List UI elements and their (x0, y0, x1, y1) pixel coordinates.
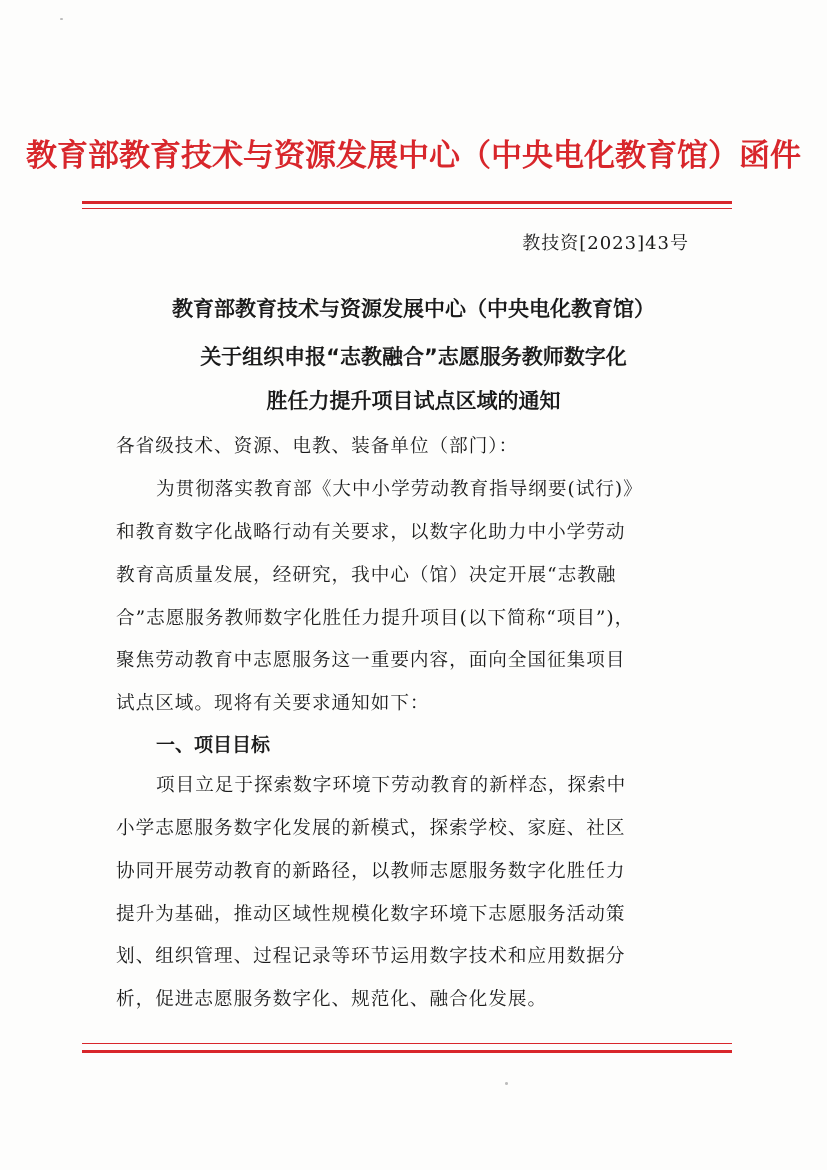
intro-line-3: 教育高质量发展，经研究，我中心（馆）决定开展“志教融 (116, 565, 617, 586)
intro-line-5: 聚焦劳动教育中志愿服务这一重要内容，面向全国征集项目 (116, 650, 626, 671)
title-line-2: 关于组织申报“志教融合”志愿服务教师数字化 (200, 345, 627, 369)
scan-speck (505, 1082, 508, 1085)
section1-line-4: 提升为基础，推动区域性规模化数字环境下志愿服务活动策 (116, 904, 626, 925)
scan-speck (60, 18, 63, 20)
letterhead-title: 教育部教育技术与资源发展中心（中央电化教育馆）函件 (26, 138, 801, 174)
salutation: 各省级技术、资源、电教、装备单位（部门）： (116, 436, 519, 457)
title-line-1: 教育部教育技术与资源发展中心（中央电化教育馆） (172, 297, 655, 321)
section1-line-1: 项目立足于探索数字环境下劳动教育的新样态，探索中 (156, 775, 627, 796)
intro-line-4: 合”志愿服务教师数字化胜任力提升项目(以下简称“项目”)， (116, 608, 635, 629)
letterhead-rule-thin (82, 208, 732, 209)
section1-line-6: 析，促进志愿服务数字化、规范化、融合化发展。 (116, 989, 548, 1010)
footer-rule-thick (82, 1050, 732, 1053)
intro-line-6: 试点区域。现将有关要求通知如下： (116, 693, 430, 714)
intro-line-1: 为贯彻落实教育部《大中小学劳动教育指导纲要(试行)》 (156, 479, 643, 500)
intro-line-2: 和教育数字化战略行动有关要求，以数字化助力中小学劳动 (116, 522, 626, 543)
letterhead-rule-thick (82, 201, 732, 204)
section-heading-1: 一、项目目标 (156, 734, 271, 756)
title-line-3: 胜任力提升项目试点区域的通知 (266, 389, 561, 413)
footer-rule-thin (82, 1043, 732, 1044)
section1-line-3: 协同开展劳动教育的新路径，以教师志愿服务数字化胜任力 (116, 861, 626, 882)
document-number: 教技资[2023]43号 (522, 233, 689, 254)
section1-line-5: 划、组织管理、过程记录等环节运用数字技术和应用数据分 (116, 946, 626, 967)
section1-line-2: 小学志愿服务数字化发展的新模式，探索学校、家庭、社区 (116, 818, 626, 839)
